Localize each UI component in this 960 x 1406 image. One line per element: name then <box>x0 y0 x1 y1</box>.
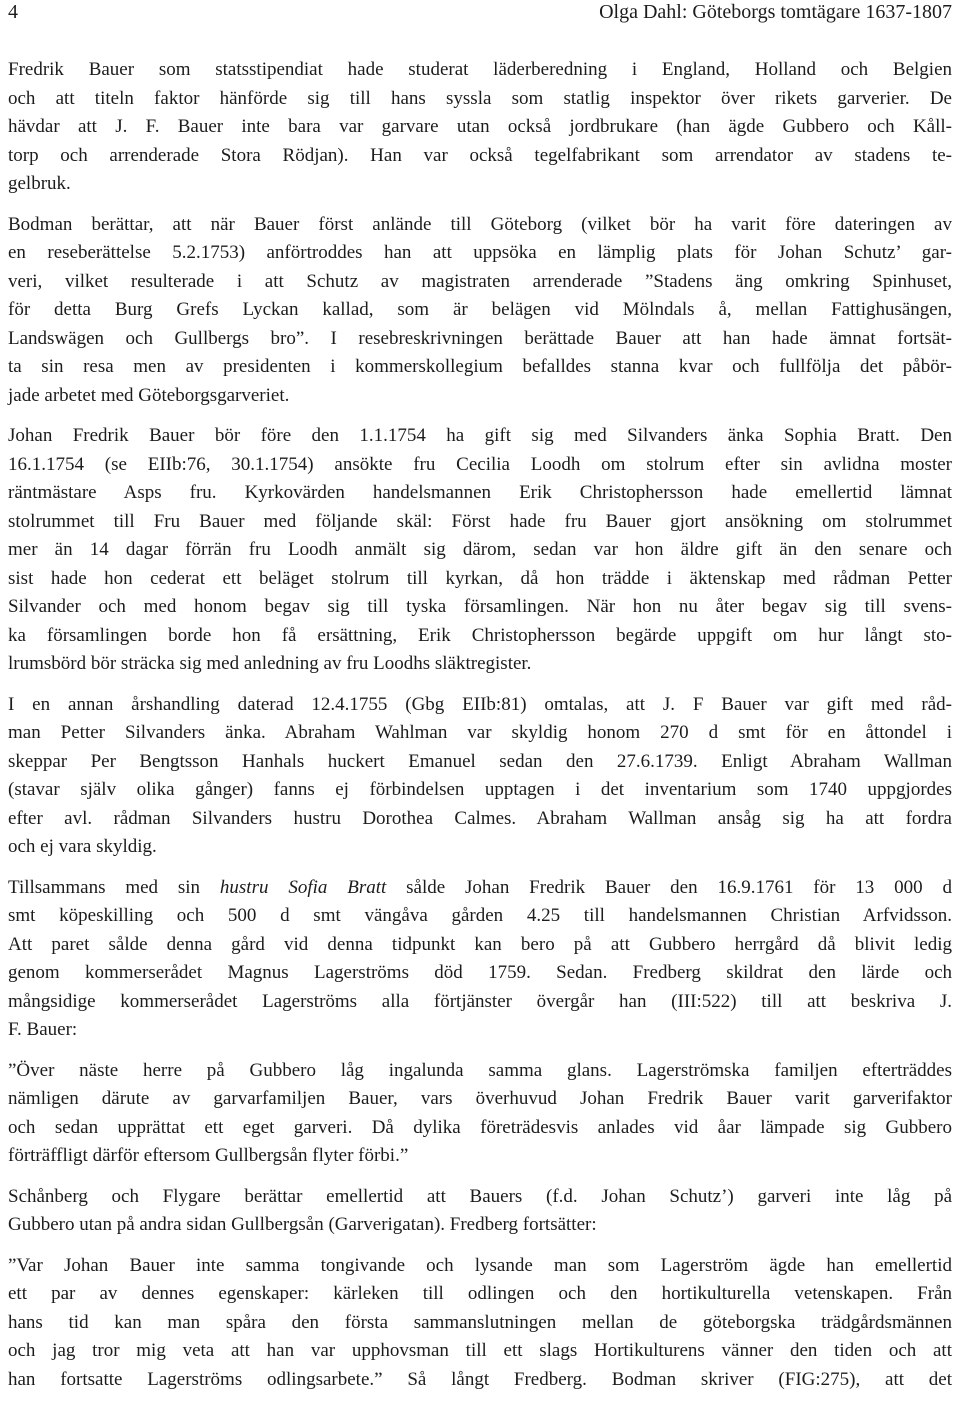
text-line: Landswägen och Gullbergs bro”. I resebreskrivningen berättade Bauer att han hade ämnat fortsät- <box>8 327 952 349</box>
italic-text: hustru Sofia Bratt <box>219 876 387 898</box>
paragraph <box>8 874 952 1045</box>
text-line: ka församlingen borde hon få ersättning, Erik Christophersson begärde uppgift om hur långt sto- <box>8 624 952 646</box>
text-line: Schånberg och Flygare berättar emellertid att Bauers (f.d. Johan Schutz’) garveri inte låg på <box>8 1185 952 1207</box>
text-line: man Petter Silvanders änka. Abraham Wahlman var skyldig honom 270 d smt för en åttondel i <box>8 722 952 743</box>
text-line: lrumsbörd bör sträcka sig med anledning av fru Loodhs släktregister. <box>8 653 532 674</box>
text-line: skeppar Per Bengtsson Hanhals huckert Emanuel sedan den 27.6.1739. Enligt Abraham Wallman <box>8 750 952 772</box>
text-line: efter avl. rådman Silvanders hustru Dorothea Calmes. Abraham Wallman ansåg sig ha att fordra <box>8 807 952 829</box>
text-line: förträffligt därför eftersom Gullbergsån flyter förbi.” <box>8 1145 409 1166</box>
paragraph <box>8 56 952 199</box>
paragraph <box>8 691 952 862</box>
page-number: 4 <box>8 1 18 23</box>
text-line: och jag tror mig veta att han var upphovsman till ett slags Hortikulturens vänner den tiden och att <box>8 1340 952 1361</box>
text-line: sist hade hon cederat ett beläget stolrum till kyrkan, då hon trädde i äktenskap med rådman Petter <box>8 567 952 589</box>
text-line: Tillsammans med sin hustru Sofia Bratt sålde Johan Fredrik Bauer den 16.9.1761 för 13 000 d <box>8 876 952 898</box>
page-header <box>8 0 952 30</box>
text-line: (stavar själv olika gånger) fanns ej förbindelsen upptagen i det inventarium som 1740 uppgjordes <box>8 779 952 800</box>
text-line: 16.1.1754 (se EIIb:76, 30.1.1754) ansökte fru Cecilia Loodh om stolrum efter sin avlidna moster <box>8 453 952 475</box>
text-line: gelbruk. <box>8 173 71 194</box>
text-line: och ej vara skyldig. <box>8 836 157 857</box>
text-line: smt köpeskilling och 500 d smt vängåva gården 4.25 till handelsmannen Christian Arfvidsson. <box>8 905 952 926</box>
paragraph <box>8 1183 952 1240</box>
text-line: Fredrik Bauer som statsstipendiat hade studerat läderberedning i England, Holland och Belgien <box>8 59 952 80</box>
text-line: Bodman berättar, att när Bauer först anlände till Göteborg (vilket bör ha varit före dateringen av <box>8 213 952 235</box>
text-line: ta sin resa men av presidenten i kommerskollegium befalldes stanna kvar och fullfölja det påbör- <box>8 356 952 377</box>
text-line: ett par av dennes egenskaper: kärleken till odlingen och den hortikulturella vetenskapen. Från <box>8 1283 952 1304</box>
text-line: veri, vilket resulterade i att Schutz av magistraten arrenderade ”Stadens äng omkring Spinhuset, <box>8 270 952 292</box>
text-line: hävdar att J. F. Bauer inte bara var garvare utan också jordbrukare (han ägde Gubbero och Kåll- <box>8 116 952 137</box>
text-line: Gubbero utan på andra sidan Gullbergsån (Garverigatan). Fredberg fortsätter: <box>8 1214 597 1235</box>
text-line: Att paret sålde denna gård vid denna tidpunkt kan bero på att Gubbero herrgård då blivit ledig <box>8 933 952 955</box>
text-line: för detta Burg Grefs Lyckan kallad, som är belägen vid Mölndals å, mellan Fattighusängen, <box>8 299 952 320</box>
paragraph <box>8 1252 952 1395</box>
text-line: I en annan årshandling daterad 12.4.1755 (Gbg EIIb:81) omtalas, att J. F Bauer var gift med råd- <box>8 693 952 715</box>
text-line: och att titeln faktor hänförde sig till hans syssla som statlig inspektor över rikets garverier. De <box>8 87 952 109</box>
text-line: ”Var Johan Bauer inte samma tongivande och lysande man som Lagerström ägde han emellertid <box>8 1254 952 1276</box>
text-line: torp och arrenderade Stora Rödjan). Han var också tegelfabrikant som arrendator av stadens te- <box>8 144 952 166</box>
text-line: ”Över näste herre på Gubbero låg ingalunda samma glans. Lagerströmska familjen efterträddes <box>8 1059 952 1081</box>
text-line: han fortsatte Lagerströms odlingsarbete.” Så långt Fredberg. Bodman skriver (FIG:275), att det <box>8 1368 952 1390</box>
text-line: och sedan upprättat ett eget garveri. Då dylika företrädesvis anlades vid åar lämpade sig Gubbero <box>8 1116 952 1138</box>
paragraph <box>8 1057 952 1171</box>
paragraph <box>8 211 952 411</box>
paragraph <box>8 422 952 679</box>
text-line: F. Bauer: <box>8 1019 78 1040</box>
body-text <box>8 56 952 1406</box>
text-line: stolrummet till Fru Bauer med följande skäl: Först hade fru Bauer gjort ansökning om stolrummet <box>8 510 952 532</box>
text-line: en reseberättelse 5.2.1753) anförtroddes han att uppsöka en lämplig plats för Johan Schutz’ gar- <box>8 242 952 263</box>
text-line: nämligen därute av garvarfamiljen Bauer, vars överhuvud Johan Fredrik Bauer varit garverifaktor <box>8 1088 952 1109</box>
text-line: Johan Fredrik Bauer bör före den 1.1.1754 ha gift sig med Silvanders änka Sophia Bratt. Den <box>8 425 952 446</box>
text-line: genom kommerserådet Magnus Lagerströms död 1759. Sedan. Fredberg skildrat den lärde och <box>8 962 952 983</box>
text-line: räntmästare Asps fru. Kyrkovärden handelsmannen Erik Christophersson hade emellertid lämnat <box>8 482 952 503</box>
text-line: Silvander och med honom begav sig till tyska församlingen. När hon nu åter begav sig till svens- <box>8 596 952 617</box>
text-line: mångsidige kommerserådet Lagerströms alla förtjänster övergår han (III:522) till att beskriva J. <box>8 990 952 1012</box>
text-line: hans tid kan man spåra den första sammanslutningen mellan de göteborgska trädgårdsmännen <box>8 1311 952 1333</box>
text-line: jade arbetet med Göteborgsgarveriet. <box>8 384 290 406</box>
running-title: Olga Dahl: Göteborgs tomtägare 1637-1807 <box>599 1 952 23</box>
text-line: mer än 14 dagar förrän fru Loodh anmält sig därom, sedan var hon äldre gift än den senare och <box>8 539 952 560</box>
